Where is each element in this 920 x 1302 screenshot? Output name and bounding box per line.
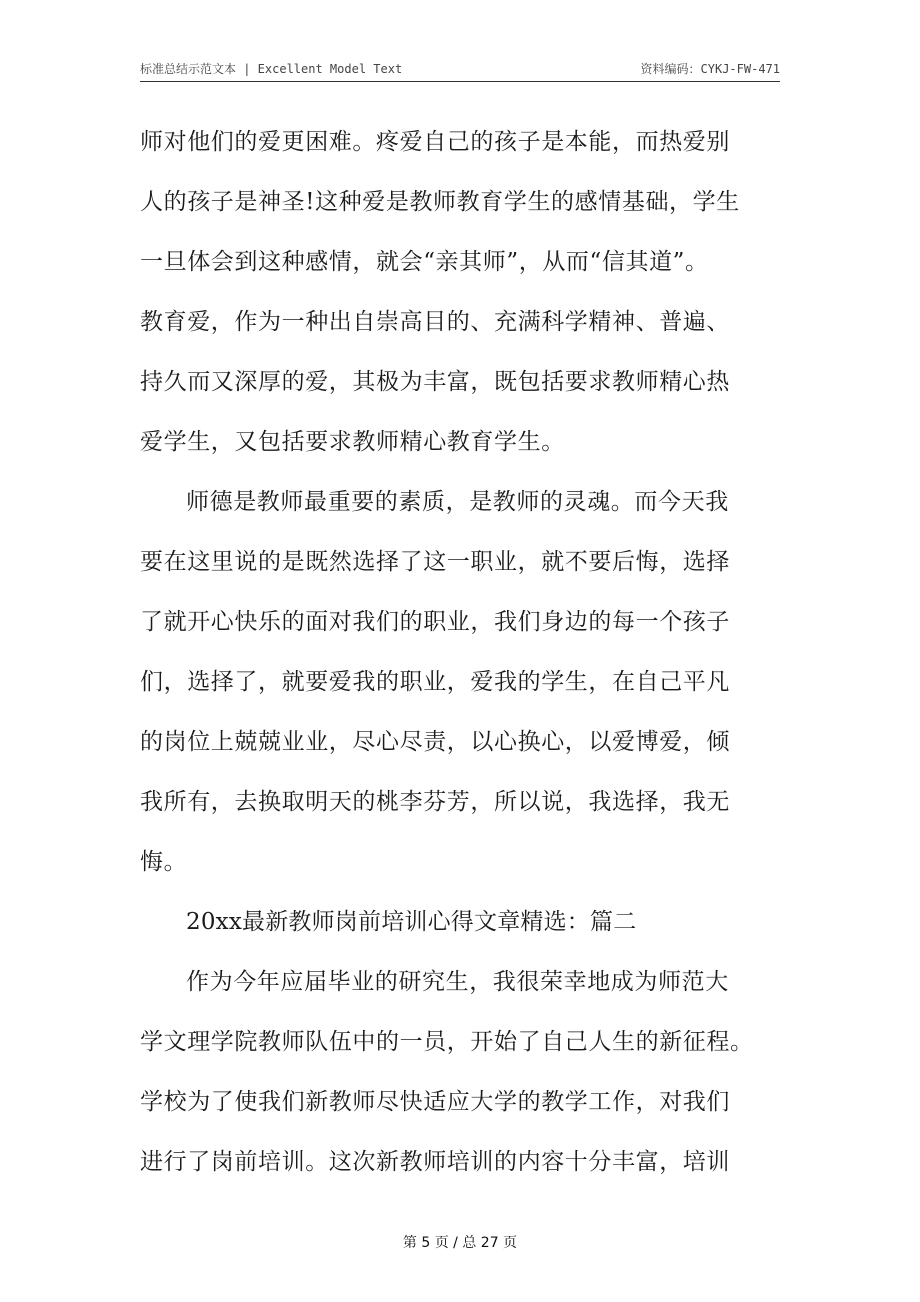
text-line: 学文理学院教师队伍中的一员，开始了自己人生的新征程。 (140, 1029, 754, 1055)
text-line: 持久而又深厚的爱，其极为丰富，既包括要求教师精心热 (140, 369, 730, 395)
text-line: 了就开心快乐的面对我们的职业，我们身边的每一个孩子 (140, 609, 730, 635)
header-title: 标准总结示范文本 | Excellent Model Text (140, 62, 403, 76)
text-line: 的岗位上兢兢业业，尽心尽责，以心换心，以爱博爱，倾 (140, 729, 730, 755)
text-line: 师对他们的爱更困难。疼爱自己的孩子是本能，而热爱别 (140, 129, 730, 155)
text-line: 要在这里说的是既然选择了这一职业，就不要后悔，选择 (140, 549, 730, 575)
text-line: 们，选择了，就要爱我的职业，爱我的学生，在自己平凡 (140, 669, 730, 695)
text-line: 爱学生，又包括要求教师精心教育学生。 (140, 429, 565, 455)
text-line: 我所有，去换取明天的桃李芬芳，所以说，我选择，我无 (140, 789, 730, 815)
text-line: 悔。 (140, 849, 188, 875)
page-header (140, 60, 780, 82)
document-body (140, 117, 780, 1197)
text-line: 人的孩子是神圣!这种爱是教师教育学生的感情基础，学生 (140, 189, 740, 215)
text-line: 进行了岗前培训。这次新教师培训的内容十分丰富，培训 (140, 1149, 730, 1175)
paragraph-start-line: 师德是教师最重要的素质，是教师的灵魂。而今天我 (186, 489, 729, 515)
text-line: 教育爱，作为一种出自崇高目的、充满科学精神、普遍、 (140, 309, 730, 335)
section-heading: 20xx最新教师岗前培训心得文章精选：篇二 (186, 909, 637, 935)
header-divider (140, 81, 780, 82)
paragraph-start-line: 作为今年应届毕业的研究生，我很荣幸地成为师范大 (186, 969, 729, 995)
document-code: 资料编码：CYKJ-FW-471 (640, 62, 780, 76)
page-number: 第 5 页 / 总 27 页 (402, 1235, 518, 1251)
text-line: 一旦体会到这种感情，就会“亲其师”，从而“信其道”。 (140, 249, 709, 275)
text-line: 学校为了使我们新教师尽快适应大学的教学工作，对我们 (140, 1089, 730, 1115)
